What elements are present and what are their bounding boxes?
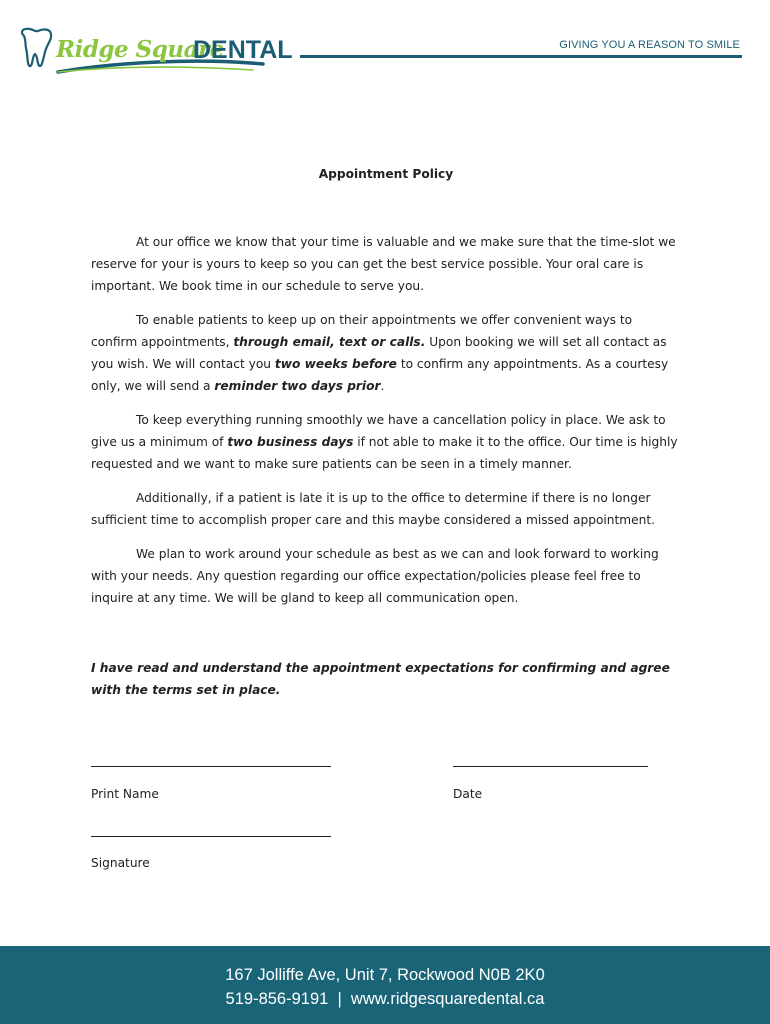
emphasis-business-days: two business days [227, 435, 354, 449]
footer-contact: 519-856-9191 | www.ridgesquaredental.ca [225, 990, 545, 1008]
acknowledgement-statement: I have read and understand the appointment expectations for confirming and agree with the terms set in place. [91, 661, 670, 697]
paragraph-text: if not able to make it to the office. Our time is highly requested and we want to make sure patients can be seen in a timely manner. [91, 435, 678, 471]
logo-brand-text: DENTAL [193, 36, 293, 64]
paragraph-text: To keep everything running smoothly we have a cancellation policy in place. We ask to give us a minimum of [91, 413, 666, 449]
date-label: Date [453, 787, 483, 801]
print-name-label: Print Name [91, 787, 159, 801]
signature-line[interactable] [91, 836, 331, 837]
paragraph-text: To enable patients to keep up on their appointments we offer convenient ways to confirm appointments, [91, 313, 633, 349]
tagline: GIVING YOU A REASON TO SMILE [559, 39, 740, 51]
paragraph-cancellation [91, 409, 681, 475]
logo-script-text: Ridge Square [56, 36, 224, 63]
paragraph-closing: We plan to work around your schedule as best as we can and look forward to working with your needs. Any question regarding our office expectation/policies please feel free to inquire at any time. We will be gland to keep all communication open. [91, 547, 659, 605]
emphasis-two-weeks: two weeks before [274, 357, 397, 371]
emphasis-reminder: reminder two days prior [214, 379, 381, 393]
footer-address: 167 Jolliffe Ave, Unit 7, Rockwood N0B 2K0 [225, 966, 545, 984]
letterhead [0, 0, 770, 90]
paragraph-text: to confirm any appointments. As a courtesy only, we will send a [91, 357, 669, 393]
header-divider [300, 55, 742, 58]
signature-label: Signature [91, 856, 150, 870]
paragraph-text: Upon booking we will set all contact as you wish. We will contact you [91, 335, 667, 371]
emphasis-contact-methods: through email, text or calls. [233, 335, 426, 349]
ridge-square-dental-logo [18, 26, 298, 82]
document-title: Appointment Policy [318, 167, 454, 181]
footer-bar [0, 946, 770, 1024]
paragraph-confirmation [91, 309, 681, 397]
print-name-line[interactable] [91, 766, 331, 767]
date-line[interactable] [453, 766, 648, 767]
paragraph-intro: At our office we know that your time is valuable and we make sure that the time-slot we reserve for your is yours to keep so you can get the best service possible. Your oral care is important. We book time in our schedule to serve you. [91, 235, 676, 293]
paragraph-text: . [380, 379, 385, 393]
paragraph-lateness: Additionally, if a patient is late it is up to the office to determine if there is no longer sufficient time to accomplish proper care and this maybe considered a missed appointment. [91, 491, 656, 527]
